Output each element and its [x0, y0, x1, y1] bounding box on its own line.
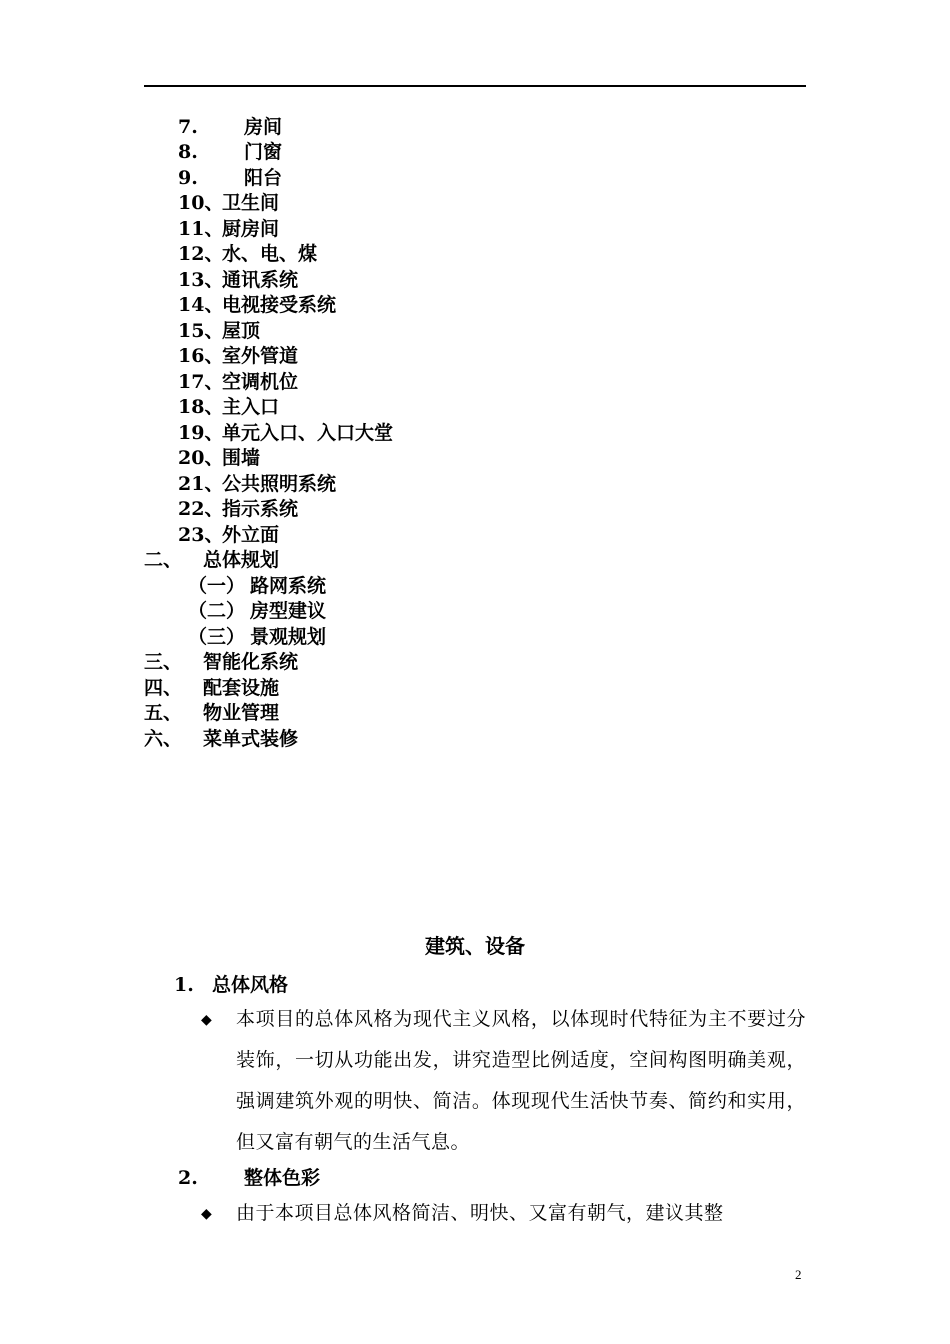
toc-item: [178, 217, 279, 242]
toc-item-label: 配套设施: [203, 677, 280, 699]
toc-item: [144, 548, 279, 573]
toc-item-label: 房型建议: [250, 600, 327, 622]
section-heading: 建筑、设备: [425, 934, 525, 958]
toc-item: [144, 650, 298, 675]
toc-item-number: 19、: [178, 422, 224, 444]
toc-item-label: 单元入口、入口大堂: [222, 422, 394, 444]
toc-item-number: 四、: [144, 677, 183, 699]
toc-item: [178, 140, 282, 165]
toc-item: [178, 497, 298, 522]
toc-item-label: 总体规划: [203, 549, 280, 571]
toc-item-number: 21、: [178, 473, 224, 495]
subsection-title: [174, 970, 288, 997]
toc-item-number: 17、: [178, 371, 224, 393]
paragraph: 由于本项目总体风格简洁、明快、又富有朝气，建议其整: [236, 1202, 724, 1224]
toc-item: [188, 599, 326, 624]
toc-item-label: 围墙: [222, 447, 261, 469]
page-number: 2: [795, 1267, 802, 1282]
toc-item-label: 房间: [244, 116, 283, 138]
diamond-bullet-icon: ◆: [201, 1012, 212, 1028]
toc-item-label: 水、电、煤: [222, 243, 318, 265]
subsection-number: 1.: [174, 974, 194, 996]
toc-item-number: （一）: [188, 575, 246, 597]
toc-item-number: 16、: [178, 345, 224, 367]
toc-item: [144, 701, 279, 726]
toc-item-number: 9.: [178, 167, 198, 189]
toc-item-number: 12、: [178, 243, 224, 265]
subsection-number: 2.: [178, 1167, 198, 1189]
toc-item-number: 六、: [144, 728, 183, 750]
header-rule: [144, 85, 806, 87]
toc-item-number: 三、: [144, 651, 183, 673]
toc-item-number: 15、: [178, 320, 224, 342]
toc-item: [144, 676, 279, 701]
toc-item: [188, 625, 326, 650]
toc-item: [178, 293, 336, 318]
toc-item: [178, 191, 279, 216]
toc-item: [178, 319, 260, 344]
diamond-bullet-icon: ◆: [201, 1206, 212, 1222]
toc-item: [178, 268, 298, 293]
toc-item-label: 阳台: [244, 167, 283, 189]
toc-item-label: 路网系统: [250, 575, 327, 597]
toc-item-label: 通讯系统: [222, 269, 299, 291]
toc-item-number: 23、: [178, 524, 224, 546]
toc-item-number: 7.: [178, 116, 198, 138]
toc-item-label: 厨房间: [222, 218, 280, 240]
toc-item-number: 11、: [178, 218, 224, 240]
toc-item: [178, 370, 298, 395]
toc-item-label: 公共照明系统: [222, 473, 337, 495]
toc-item-number: 18、: [178, 396, 224, 418]
toc-item-number: 13、: [178, 269, 224, 291]
toc-item-label: 外立面: [222, 524, 280, 546]
toc-item-label: 指示系统: [222, 498, 299, 520]
toc-item: [178, 472, 336, 497]
toc-item-number: 22、: [178, 498, 224, 520]
toc-item: [178, 115, 282, 140]
toc-item: [178, 242, 317, 267]
paragraph: 本项目的总体风格为现代主义风格，以体现时代特征为主不要过分装饰，一切从功能出发，讲究造型比例适度，空间构图明确美观，强调建筑外观的明快、简洁。体现现代生活快节奏、简约和实用，但又富有朝气的生活气息。: [236, 1008, 806, 1153]
toc-item-number: 二、: [144, 549, 183, 571]
toc-item-label: 门窗: [244, 141, 283, 163]
toc-item-number: （三）: [188, 626, 246, 648]
toc-item-label: 空调机位: [222, 371, 299, 393]
toc-item: [178, 446, 260, 471]
toc-item: [178, 166, 282, 191]
toc-item: [178, 421, 393, 446]
toc-item-label: 智能化系统: [203, 651, 299, 673]
toc-item-label: 景观规划: [250, 626, 327, 648]
toc-item: [188, 574, 326, 599]
toc-item-number: 14、: [178, 294, 224, 316]
toc-item: [144, 727, 298, 752]
toc-item: [178, 523, 279, 548]
toc-item-label: 屋顶: [222, 320, 261, 342]
toc-item-label: 主入口: [222, 396, 280, 418]
toc-item-label: 物业管理: [203, 702, 280, 724]
toc-item: [178, 395, 279, 420]
toc-item-number: 8.: [178, 141, 198, 163]
subsection-label: 整体色彩: [244, 1167, 321, 1189]
toc-item-label: 卫生间: [222, 192, 280, 214]
toc-item-number: （二）: [188, 600, 246, 622]
toc-item-number: 五、: [144, 702, 183, 724]
toc-item-number: 20、: [178, 447, 224, 469]
toc-item: [178, 344, 298, 369]
toc-item-number: 10、: [178, 192, 224, 214]
subsection-label: 总体风格: [212, 974, 289, 996]
toc-item-label: 菜单式装修: [203, 728, 299, 750]
toc-item-label: 电视接受系统: [222, 294, 337, 316]
subsection-title: [178, 1163, 320, 1190]
toc-item-label: 室外管道: [222, 345, 299, 367]
